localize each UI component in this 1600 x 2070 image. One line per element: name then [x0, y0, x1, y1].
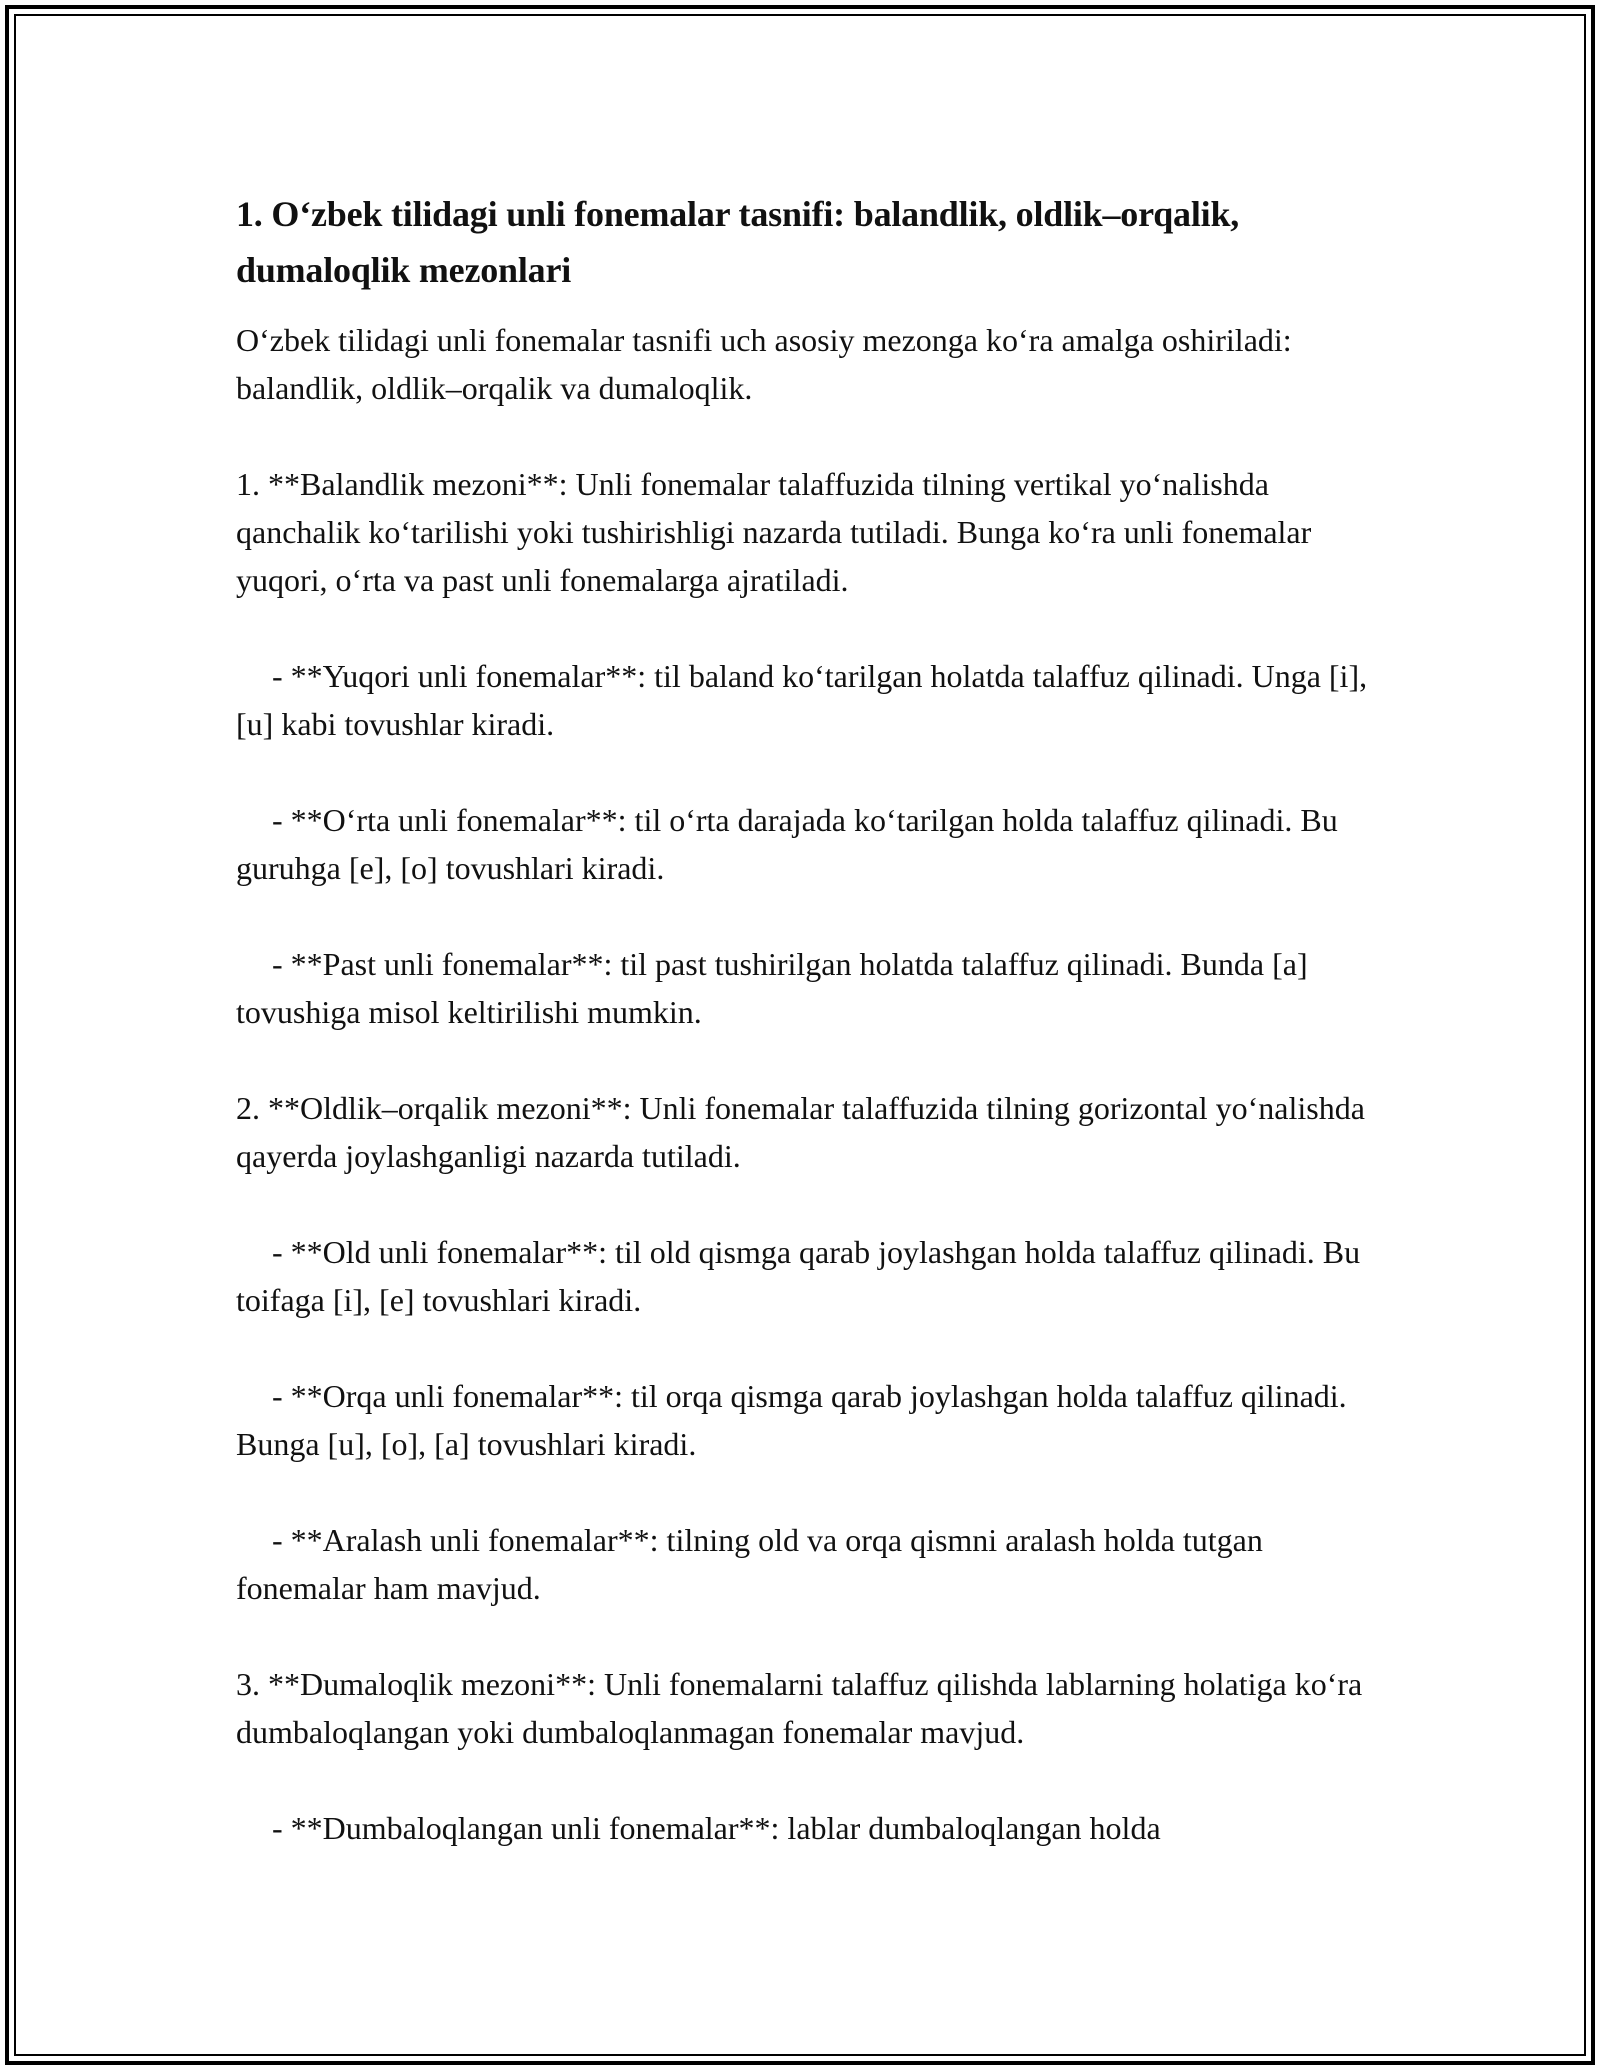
section-heading: 1. O‘zbek tilidagi unli fonemalar tasnifi: balandlik, oldlik–orqalik, dumaloqlik mezonlari — [236, 194, 1240, 290]
high-vowels-item: - **Yuqori unli fonemalar**: til baland ko‘tarilgan holatda talaffuz qilinadi. Unga [i], [u] kabi tovushlar kiradi. — [236, 658, 1376, 742]
rounded-vowels-item: - **Dumbaloqlangan unli fonemalar**: lablar dumbaloqlangan holda — [272, 1810, 1161, 1846]
document-body — [236, 186, 1376, 1852]
back-vowels-item: - **Orqa unli fonemalar**: til orqa qismga qarab joylashgan holda talaffuz qilinadi. Bunga [u], [o], [a] tovushlari kiradi. — [236, 1378, 1355, 1462]
criterion-frontness-paragraph: 2. **Oldlik–orqalik mezoni**: Unli fonemalar talaffuzida tilning gorizontal yo‘nalishda qayerda joylashganligi nazarda tutiladi. — [236, 1090, 1373, 1174]
mid-vowels-item: - **O‘rta unli fonemalar**: til o‘rta darajada ko‘tarilgan holda talaffuz qilinadi. Bu guruhga [e], [o] tovushlari kiradi. — [236, 802, 1346, 886]
criterion-height-paragraph: 1. **Balandlik mezoni**: Unli fonemalar talaffuzida tilning vertikal yo‘nalishda qanchalik ko‘tarilishi yoki tushirishligi nazarda tutiladi. Bunga ko‘ra unli fonemalar yuqori, o‘rta va past unli fonemalarga ajratiladi. — [236, 466, 1320, 598]
intro-paragraph: O‘zbek tilidagi unli fonemalar tasnifi uch asosiy mezonga ko‘ra amalga oshiriladi: balandlik, oldlik–orqalik va dumaloqlik. — [236, 322, 1300, 406]
criterion-rounding-paragraph: 3. **Dumaloqlik mezoni**: Unli fonemalarni talaffuz qilishda lablarning holatiga ko‘ra dumbaloqlangan yoki dumbaloqlanmagan fonemalar mavjud. — [236, 1666, 1371, 1750]
mixed-vowels-item: - **Aralash unli fonemalar**: tilning old va orqa qismni aralash holda tutgan fonemalar ham mavjud. — [236, 1522, 1271, 1606]
front-vowels-item: - **Old unli fonemalar**: til old qismga qarab joylashgan holda talaffuz qilinadi. Bu toifaga [i], [e] tovushlari kiradi. — [236, 1234, 1369, 1318]
low-vowels-item: - **Past unli fonemalar**: til past tushirilgan holatda talaffuz qilinadi. Bunda [a] tovushiga misol keltirilishi mumkin. — [236, 946, 1316, 1030]
